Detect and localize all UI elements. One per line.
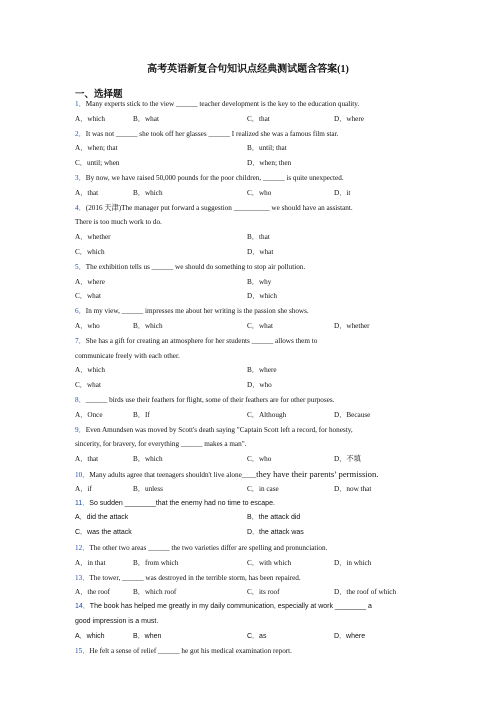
answer-option: C．what xyxy=(247,321,273,330)
question-continuation: There is too much work to do. xyxy=(75,218,162,227)
question-number: 9． xyxy=(75,425,86,434)
question-number: 6． xyxy=(75,307,86,316)
question-continuation: communicate freely with each other. xyxy=(75,351,180,360)
answer-option: D．the attack was xyxy=(247,529,304,537)
answer-option: C．that xyxy=(247,114,270,123)
answer-option: C．which xyxy=(75,247,105,256)
question-number: 4． xyxy=(75,203,86,212)
answer-options xyxy=(75,408,425,423)
answer-options xyxy=(75,186,425,201)
answer-option: B．that xyxy=(247,233,270,242)
answer-option: A．who xyxy=(75,321,100,330)
answer-options xyxy=(75,363,425,378)
question-number: 8． xyxy=(75,395,86,404)
question-continuation: good impression is a must. xyxy=(75,617,159,625)
answer-option: A．did the attack xyxy=(75,514,129,522)
section-heading: 一、选择题 xyxy=(75,90,123,100)
question-number: 10． xyxy=(75,470,90,479)
answer-option: A．in that xyxy=(75,558,106,567)
question-stem xyxy=(75,201,425,216)
question-text: Many adults agree that teenagers shouldn't live alone____they have their parents’ permission. xyxy=(89,468,379,479)
question-text: So sudden ________that the enemy had no time to escape. xyxy=(89,499,275,507)
question-text: The exhibition tells us ______ we should do something to stop air pollution. xyxy=(85,262,306,271)
question-text: It was not ______ she took off her glasses ______ I realized she was a famous film star. xyxy=(85,129,339,138)
question-number: 1． xyxy=(75,100,86,108)
answer-option: C．in case xyxy=(247,484,279,493)
answer-options xyxy=(75,230,425,245)
question-text: In my view, ______ impresses me about her writing is the passion she shows. xyxy=(85,307,309,316)
answer-option: D．now that xyxy=(334,484,372,493)
answer-option: B．which xyxy=(133,321,163,330)
answer-option: A．which xyxy=(75,114,105,123)
question-stem xyxy=(75,423,425,438)
answer-option: D．what xyxy=(247,247,274,256)
question-text: The book has helped me greatly in my daily communication, especially at work ________ a xyxy=(89,603,372,611)
answer-option: B．from which xyxy=(133,558,179,567)
question-number: 7． xyxy=(75,336,86,345)
answer-option: A．whether xyxy=(75,233,111,242)
question-number: 12． xyxy=(75,543,90,552)
document-title: 高考英语新复合句知识点经典测试题含答案(1) xyxy=(147,64,349,75)
answer-option: D．whether xyxy=(334,321,370,330)
answer-options xyxy=(75,141,425,156)
answer-options xyxy=(75,112,425,127)
answer-option: A．that xyxy=(75,188,99,197)
answer-option: C．what xyxy=(75,381,101,390)
answer-option: D．where xyxy=(334,632,366,640)
answer-options xyxy=(75,319,425,334)
question-stem xyxy=(75,541,425,556)
question-number: 3． xyxy=(75,173,86,182)
question-continuation: sincerity, for bravery, for everything ______ makes a man". xyxy=(75,440,247,449)
answer-option: C．with which xyxy=(247,558,292,567)
answer-option: B．If xyxy=(133,410,150,419)
question-text: The other two areas ______ the two varieties differ are spelling and pronunciation. xyxy=(89,543,328,552)
answer-options xyxy=(75,156,425,171)
question-stem xyxy=(75,260,425,275)
answer-option: A．Once xyxy=(75,410,103,419)
answer-option: C．who xyxy=(247,188,272,197)
question-number: 15． xyxy=(75,647,90,656)
answer-options xyxy=(75,275,425,290)
question-text: He felt a sense of relief ______ he got his medical examination report. xyxy=(89,647,292,656)
answer-option: A．which xyxy=(75,632,105,640)
question-text: Many experts stick to the view ______ teacher development is the key to the education quality. xyxy=(85,100,360,108)
question-stem xyxy=(75,644,425,659)
answer-option: C．what xyxy=(75,292,101,301)
question-text: The tower, ______ was destroyed in the terrible storm, has been repaired. xyxy=(89,573,301,582)
answer-option: B．which roof xyxy=(133,588,177,597)
answer-option: D．it xyxy=(334,188,351,197)
question-stem xyxy=(75,334,425,349)
question-number: 2． xyxy=(75,129,86,138)
answer-option: C．was the attack xyxy=(75,529,132,537)
question-stem xyxy=(75,127,425,142)
answer-option: C．Although xyxy=(247,410,287,419)
answer-options xyxy=(75,245,425,260)
answer-option: C．until; when xyxy=(75,159,120,168)
answer-option: B．which xyxy=(133,188,163,197)
answer-option: A．if xyxy=(75,484,92,493)
answer-option: D．which xyxy=(247,292,277,301)
question-number: 11． xyxy=(75,499,90,507)
question-stem xyxy=(75,304,425,319)
question-text: By now, we have raised 50,000 pounds for the poor children, ______ is quite unexpected. xyxy=(85,173,344,182)
answer-option: B．what xyxy=(133,114,159,123)
answer-option: B．when xyxy=(133,632,162,640)
answer-options xyxy=(75,482,425,497)
answer-option: D．where xyxy=(334,114,364,123)
answer-option: D．Because xyxy=(334,410,371,419)
question-text: Even Amundsen was moved by Scott's death saying "Captain Scott left a record, for honesty, xyxy=(85,425,353,434)
answer-options xyxy=(75,526,425,541)
answer-option: D．who xyxy=(247,381,272,390)
answer-option: D．the roof of which xyxy=(334,588,397,597)
answer-options xyxy=(75,378,425,393)
answer-option: D．in which xyxy=(334,558,372,567)
question-stem xyxy=(75,600,425,615)
answer-option: C．its roof xyxy=(247,588,280,597)
answer-options xyxy=(75,511,425,526)
question-number: 5． xyxy=(75,262,86,271)
answer-option: C．as xyxy=(247,632,267,640)
answer-option: A．that xyxy=(75,455,99,464)
answer-option: B．which xyxy=(133,455,163,464)
answer-option: A．the roof xyxy=(75,588,110,597)
answer-options xyxy=(75,630,425,645)
question-number: 13． xyxy=(75,573,90,582)
question-text: ______ birds use their feathers for flight, some of their feathers are for other purposes. xyxy=(85,395,335,404)
answer-option: A．where xyxy=(75,277,105,286)
question-number: 14． xyxy=(75,603,90,611)
answer-option: B．unless xyxy=(133,484,163,493)
question-stem xyxy=(75,571,425,586)
question-stem xyxy=(75,497,425,512)
question-stem xyxy=(75,97,425,112)
answer-options xyxy=(75,452,425,467)
answer-option: D．when; then xyxy=(247,159,292,168)
question-text: She has a gift for creating an atmosphere for her students ______ allows them to xyxy=(85,336,318,345)
answer-option: B．the attack did xyxy=(247,514,301,522)
answer-option: B．why xyxy=(247,277,272,286)
answer-options xyxy=(75,289,425,304)
answer-option: D．不填 xyxy=(334,455,361,464)
question-stem xyxy=(75,467,425,482)
question-stem xyxy=(75,171,425,186)
answer-option: A．which xyxy=(75,366,105,375)
answer-options xyxy=(75,556,425,571)
answer-options xyxy=(75,585,425,600)
answer-option: B．until; that xyxy=(247,144,287,153)
question-list xyxy=(75,97,425,659)
question-stem xyxy=(75,393,425,408)
answer-option: C．who xyxy=(247,455,272,464)
question-text: (2016 天津)The manager put forward a suggestion __________ we should have an assistant. xyxy=(85,203,353,212)
answer-option: A．when; that xyxy=(75,144,118,153)
answer-option: B．where xyxy=(247,366,277,375)
